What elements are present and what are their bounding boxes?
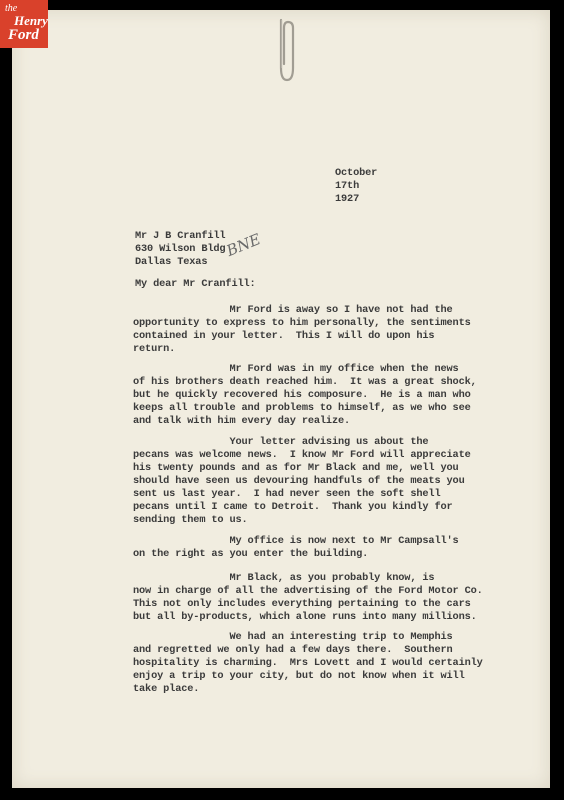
recipient-address: Mr J B Cranfill 630 Wilson Bldg Dallas Texas bbox=[135, 230, 226, 268]
salutation: My dear Mr Cranfill: bbox=[135, 278, 256, 290]
paragraph-3: Your letter advising us about the pecans was welcome news. I know Mr Ford will appreciate his twenty pounds and as for Mr Black and me, well you should have seen us devouring handfuls of the meats you sent us last year. I had never seen the soft shell pecans until I came to Detroit. Thank you kindly for sending them to us. bbox=[133, 436, 471, 526]
paragraph-2: Mr Ford was in my office when the news of his brothers death reached him. It was a great shock, but he quickly recovered his composure. He is a man who keeps all trouble and problems to himself, as we who see and talk with him every day realize. bbox=[133, 363, 477, 427]
paragraph-1: Mr Ford is away so I have not had the opportunity to express to him personally, the sentiments contained in your letter. This I will do upon his return. bbox=[133, 304, 471, 355]
logo-line-ford: Ford bbox=[8, 27, 39, 43]
logo-line-the: the bbox=[5, 3, 18, 14]
handwritten-initials: BNE bbox=[223, 230, 264, 260]
henry-ford-logo bbox=[0, 0, 48, 48]
letter-date: October 17th 1927 bbox=[335, 167, 378, 205]
logo-line-henry: Henry bbox=[14, 13, 48, 28]
paper-clip-icon bbox=[273, 18, 299, 86]
paragraph-5: Mr Black, as you probably know, is now in charge of all the advertising of the Ford Motor Co. This not only includes everything pertaining to the cars but all by-products, which alone runs into many millions. bbox=[133, 572, 483, 623]
paragraph-4: My office is now next to Mr Campsall's on the right as you enter the building. bbox=[133, 535, 459, 560]
paragraph-6: We had an interesting trip to Memphis and regretted we only had a few days there. Southern hospitality is charming. Mrs Lovett and I would certainly enjoy a trip to your city, but do not know when it will take place. bbox=[133, 631, 483, 695]
